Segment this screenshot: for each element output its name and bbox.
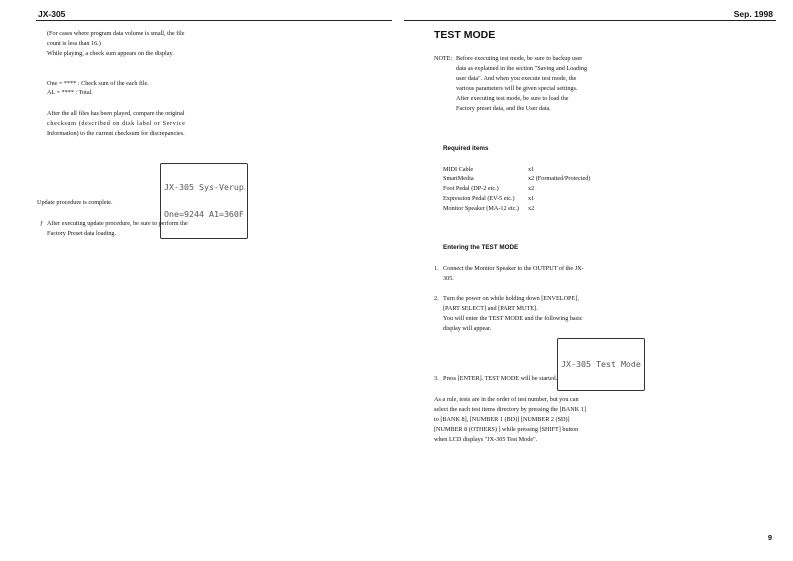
left-p2-line3: Information) to the current checksum for discrepancies. [47, 130, 185, 137]
item-qty: x2 (Formatted/Protected) [528, 175, 591, 182]
left-p1-line2: count is less than 16.) [47, 40, 101, 47]
header-rule-left [36, 20, 392, 21]
step1-line1: Connect the Monitor Speaker to the OUTPUT of the JX- [443, 265, 584, 272]
item-qty: x1 [528, 166, 535, 173]
item-name: SmartMedia [443, 175, 474, 182]
note-line3: user data". And when you execute test mode, the [456, 75, 577, 82]
step3-line: Press [ENTER]. TEST MODE will be started. [443, 375, 558, 382]
update-complete: Update procedure is complete. [37, 199, 113, 206]
checksum-one-line: One = **** : Check sum of the each file. [47, 80, 149, 87]
lcd-display-test-mode [557, 338, 645, 391]
left-note-line2: Factory Preset data loading. [47, 230, 117, 237]
lcd-line-2: One=9244 A1=360F [164, 209, 244, 219]
item-qty: x1 [528, 195, 535, 202]
item-name: Expression Pedal (EV-5 etc.) [443, 195, 515, 202]
step2-line4: display will appear. [443, 325, 492, 332]
checksum-total-line: AL = **** : Total. [47, 89, 93, 96]
rule-para-line2: select the each test items directory by pressing the [BANK 1] [434, 406, 586, 413]
entering-test-mode-heading: Entering the TEST MODE [443, 244, 519, 251]
rule-para-line3: to [BANK 8], [NUMBER 1 (BD)] [NUMBER 2 (SD)] [434, 416, 570, 423]
item-name: Foot Pedal (DP-2 etc.) [443, 185, 499, 192]
page-number: 9 [767, 533, 772, 542]
step3-number: 3. [434, 375, 439, 382]
page-title: TEST MODE [434, 29, 496, 41]
note-line6: Factory preset data, and the User data. [456, 105, 551, 112]
left-note-line1: After executing update procedure, be sure to perform the [47, 220, 188, 227]
note-line5: After executing test mode, be sure to load the [456, 95, 569, 102]
rule-para-line4: [NUMBER 8 (OTHERS) ] while pressing [SHIFT] button [434, 426, 579, 433]
note-mark-icon: ƒ [40, 220, 44, 227]
item-name: Monitor Speaker (MA-12 etc.) [443, 205, 519, 212]
note-label: NOTE: [434, 55, 453, 62]
required-items-heading: Required items [443, 145, 489, 152]
header-model: JX-305 [38, 9, 66, 19]
rule-para-line1: As a rule, tests are in the order of test number, but you can [434, 396, 579, 403]
rule-para-line5: when LCD displays "JX-305 Test Mode". [434, 436, 538, 443]
lcd-test-mode-text: JX-305 Test Mode [561, 359, 641, 369]
header-date: Sep. 1998 [733, 9, 773, 19]
left-p2-line2: checksum (described on disk label or Service [47, 120, 186, 127]
left-p1-line1: (For cases where program data volume is small, the file [47, 30, 185, 37]
lcd-line-1: JX-305 Sys-Verup [164, 182, 244, 192]
step2-line2: [PART SELECT] and [PART MUTE]. [443, 305, 538, 312]
step1-number: 1. [434, 265, 439, 272]
item-qty: x2 [528, 185, 535, 192]
note-line1: Before executing test mode, be sure to backup user [456, 55, 583, 62]
step2-line1: Turn the power on while holding down [ENVELOPE], [443, 295, 579, 302]
item-qty: x2 [528, 205, 535, 212]
item-name: MIDI Cable [443, 166, 474, 173]
step1-line2: 305. [443, 275, 454, 282]
step2-number: 2. [434, 295, 439, 302]
note-line2: data as explained in the section "Saving and Loading [456, 65, 588, 72]
note-line4: various parameters will be given special settings. [456, 85, 578, 92]
header-rule-right [404, 20, 776, 21]
step2-line3: You will enter the TEST MODE and the following basic [443, 315, 583, 322]
left-p2-line1: After the all files has been played, compare the original [47, 110, 185, 117]
left-p1-line3: While playing, a check sum appears on the display. [47, 50, 174, 57]
